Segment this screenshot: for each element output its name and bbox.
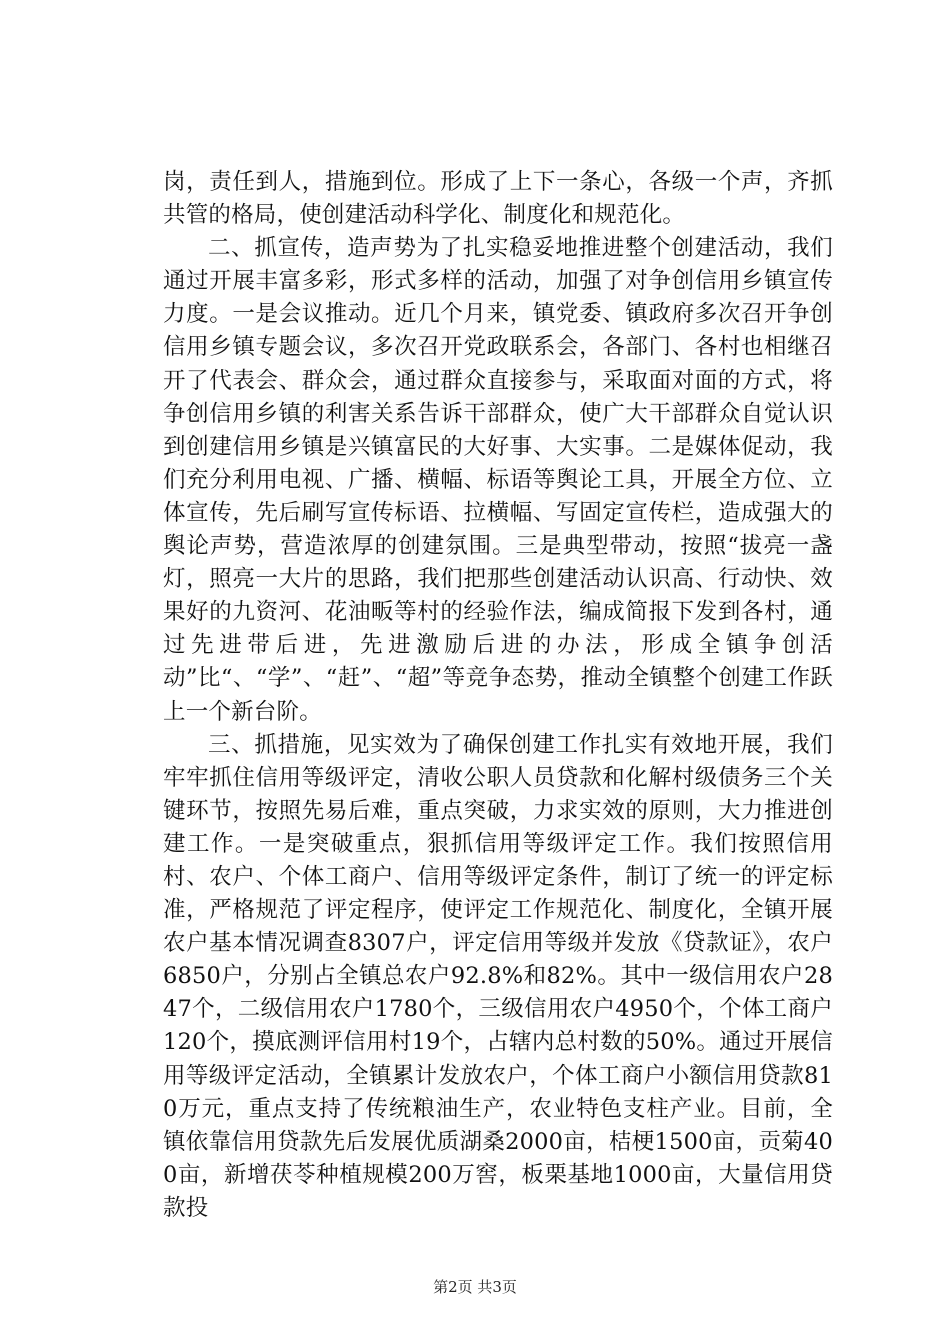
paragraph-measures: 三、抓措施，见实效为了确保创建工作扎实有效地开展，我们牢牢抓住信用等级评定，清收公职人员贷款和化解村级债务三个关键环节，按照先易后难，重点突破，力求实效的原则，大力推进创建工作。一是突破重点，狠抓信用等级评定工作。我们按照信用村、农户、个体工商户、信用等级评定条件，制订了统一的评定标准，严格规范了评定程序，使评定工作规范化、制度化，全镇开展农户基本情况调查8307户，评定信用等级并发放《贷款证》，农户6850户，分别占全镇总农户92.8%和82%。其中一级信用农户2847个，二级信用农户1780个，三级信用农户4950个，个体工商户120个，摸底测评信用村19个，占辖内总村数的50%。通过开展信用等级评定活动，全镇累计发放农户，个体工商户小额信用贷款810万元，重点支持了传统粮油生产，农业特色支柱产业。目前，全镇依靠信用贷款先后发展优质湖桑2000亩，桔梗1500亩，贡菊400亩，新增茯苓种植规模200万窖，板栗基地1000亩，大量信用贷款投 (163, 731, 833, 1221)
paragraph-publicity: 二、抓宣传，造声势为了扎实稳妥地推进整个创建活动，我们通过开展丰富多彩，形式多样的活动，加强了对争创信用乡镇宣传力度。一是会议推动。近几个月来，镇党委、镇政府多次召开争创信用乡镇专题会议，多次召开党政联系会，各部门、各村也相继召开了代表会、群众会，通过群众直接参与，采取面对面的方式，将争创信用乡镇的利害关系告诉干部群众，使广大干部群众自觉认识到创建信用乡镇是兴镇富民的大好事、大实事。二是媒体促动，我们充分利用电视、广播、横幅、标语等舆论工具，开展全方位、立体宣传，先后刷写宣传标语、拉横幅、写固定宣传栏，造成强大的舆论声势，营造浓厚的创建氛围。三是典型带动，按照“拔亮一盏灯，照亮一大片的思路，我们把那些创建活动认识高、行动快、效果好的九资河、花油畈等村的经验作法，编成简报下发到各村，通过先进带后进，先进激励后进的办法，形成全镇争创活动”比“、“学”、“赶”、“超”等竞争态势，推动全镇整个创建工作跃上一个新台阶。 (163, 235, 833, 725)
page-footer: 第2页 共3页 (433, 1278, 517, 1296)
paragraph-continuation: 岗，责任到人，措施到位。形成了上下一条心，各级一个声，齐抓共管的格局，使创建活动科学化、制度化和规范化。 (163, 169, 833, 229)
body-text (163, 166, 833, 1225)
